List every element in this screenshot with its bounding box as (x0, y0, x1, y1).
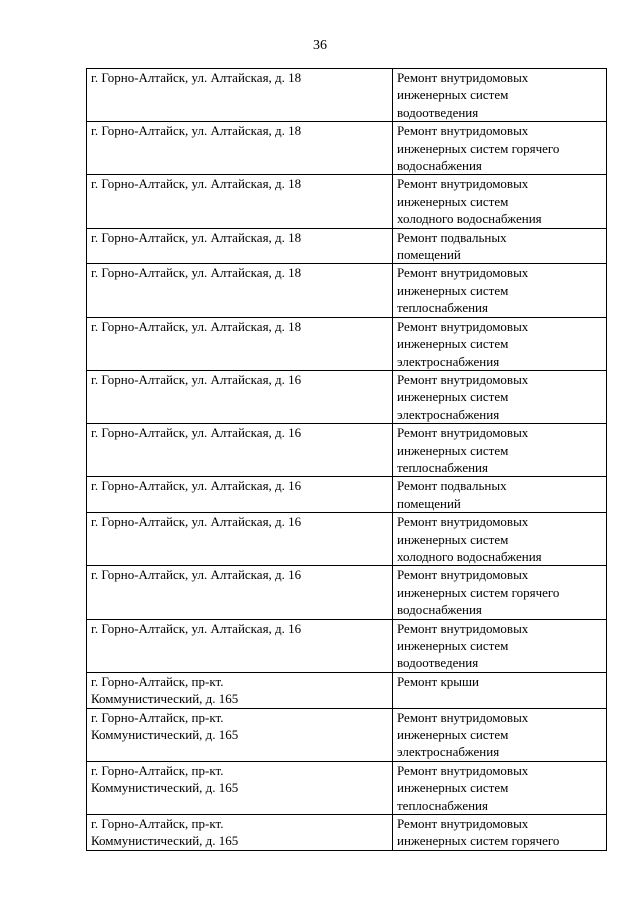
table-row (87, 761, 607, 814)
work-type-cell: Ремонт внутридомовых инженерных систем горячего (393, 815, 607, 851)
address-cell: г. Горно-Алтайск, пр-кт. Коммунистический, д. 165 (87, 672, 393, 708)
address-cell: г. Горно-Алтайск, пр-кт. Коммунистический, д. 165 (87, 815, 393, 851)
table-row (87, 122, 607, 175)
address-cell: г. Горно-Алтайск, ул. Алтайская, д. 16 (87, 566, 393, 619)
table-row (87, 708, 607, 761)
work-type-cell: Ремонт внутридомовых инженерных систем электроснабжения (393, 370, 607, 423)
address-cell: г. Горно-Алтайск, ул. Алтайская, д. 16 (87, 477, 393, 513)
address-cell: г. Горно-Алтайск, пр-кт. Коммунистический, д. 165 (87, 761, 393, 814)
work-type-cell: Ремонт внутридомовых инженерных систем теплоснабжения (393, 761, 607, 814)
table-row (87, 228, 607, 264)
table-row (87, 424, 607, 477)
table-row (87, 317, 607, 370)
work-type-cell: Ремонт внутридомовых инженерных систем электроснабжения (393, 317, 607, 370)
work-type-cell: Ремонт внутридомовых инженерных систем холодного водоснабжения (393, 175, 607, 228)
table-row (87, 69, 607, 122)
table-row (87, 264, 607, 317)
work-type-cell: Ремонт внутридомовых инженерных систем электроснабжения (393, 708, 607, 761)
table-row (87, 513, 607, 566)
table-row (87, 477, 607, 513)
address-cell: г. Горно-Алтайск, ул. Алтайская, д. 18 (87, 317, 393, 370)
table-row (87, 619, 607, 672)
table-row (87, 672, 607, 708)
address-cell: г. Горно-Алтайск, ул. Алтайская, д. 16 (87, 513, 393, 566)
works-table (86, 68, 607, 851)
work-type-cell: Ремонт внутридомовых инженерных систем горячего водоснабжения (393, 566, 607, 619)
work-type-cell: Ремонт внутридомовых инженерных систем теплоснабжения (393, 264, 607, 317)
page-number: 36 (313, 38, 327, 53)
work-type-cell: Ремонт крыши (393, 672, 607, 708)
address-cell: г. Горно-Алтайск, ул. Алтайская, д. 16 (87, 619, 393, 672)
work-type-cell: Ремонт внутридомовых инженерных систем водоотведения (393, 69, 607, 122)
address-cell: г. Горно-Алтайск, ул. Алтайская, д. 16 (87, 370, 393, 423)
address-cell: г. Горно-Алтайск, ул. Алтайская, д. 18 (87, 122, 393, 175)
address-cell: г. Горно-Алтайск, пр-кт. Коммунистический, д. 165 (87, 708, 393, 761)
table-row (87, 815, 607, 851)
address-cell: г. Горно-Алтайск, ул. Алтайская, д. 18 (87, 228, 393, 264)
address-cell: г. Горно-Алтайск, ул. Алтайская, д. 18 (87, 264, 393, 317)
address-cell: г. Горно-Алтайск, ул. Алтайская, д. 18 (87, 175, 393, 228)
work-type-cell: Ремонт внутридомовых инженерных систем горячего водоснабжения (393, 122, 607, 175)
work-type-cell: Ремонт внутридомовых инженерных систем теплоснабжения (393, 424, 607, 477)
table-row (87, 370, 607, 423)
work-type-cell: Ремонт внутридомовых инженерных систем водоотведения (393, 619, 607, 672)
work-type-cell: Ремонт подвальных помещений (393, 228, 607, 264)
address-cell: г. Горно-Алтайск, ул. Алтайская, д. 18 (87, 69, 393, 122)
work-type-cell: Ремонт подвальных помещений (393, 477, 607, 513)
work-type-cell: Ремонт внутридомовых инженерных систем холодного водоснабжения (393, 513, 607, 566)
works-table-body (87, 69, 607, 851)
table-row (87, 566, 607, 619)
table-row (87, 175, 607, 228)
address-cell: г. Горно-Алтайск, ул. Алтайская, д. 16 (87, 424, 393, 477)
